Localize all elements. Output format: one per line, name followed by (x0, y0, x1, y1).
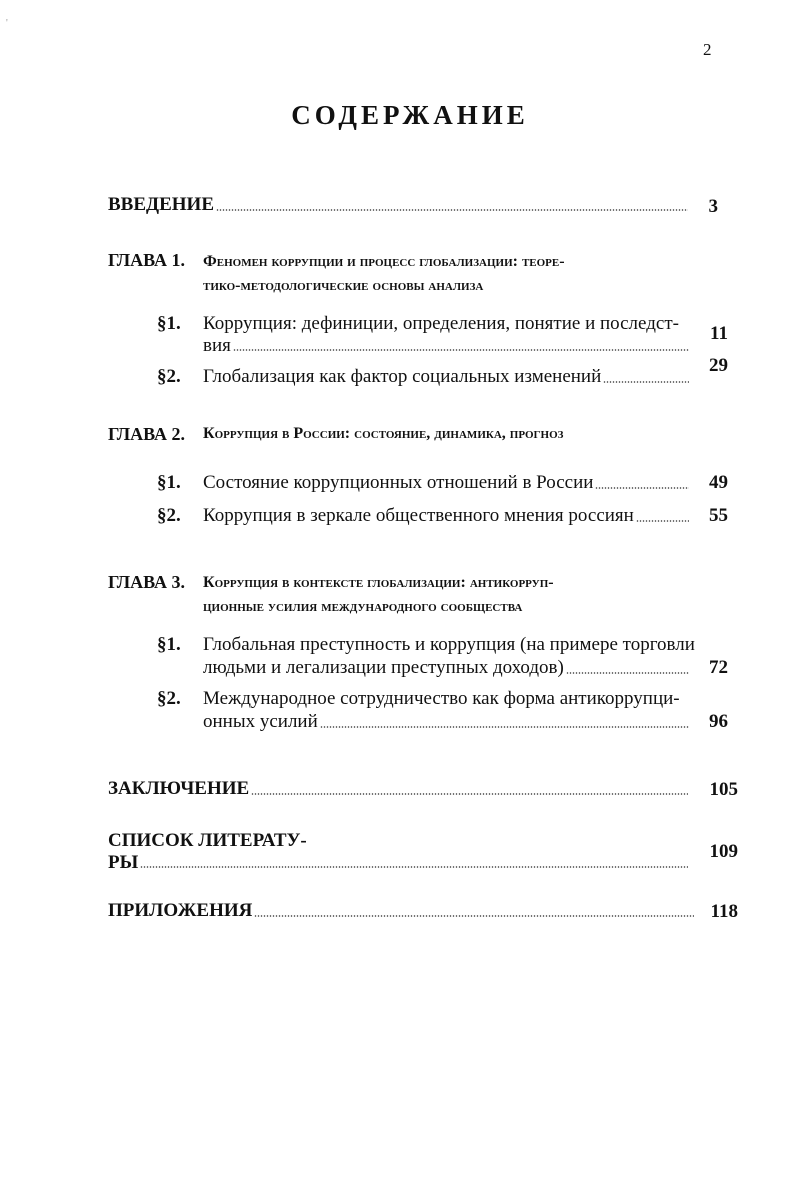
toc-entry-ch1-s2[interactable]: Глобализация как фактор социальных изменений (203, 366, 691, 388)
dot-leader (320, 725, 689, 729)
toc-entry-ch1-s1[interactable]: Коррупция: дефиниции, определения, понятие и последст- вия (203, 312, 691, 356)
scan-mark: ' (6, 18, 8, 29)
dot-leader (603, 380, 689, 384)
entry-page-number: 105 (709, 779, 738, 800)
entry-page-number: 72 (709, 657, 728, 678)
dot-leader (251, 792, 688, 796)
toc-entry-introduction[interactable] (108, 194, 690, 216)
section-number: §1. (157, 634, 181, 655)
entry-page-number: 3 (708, 196, 718, 217)
section-number: §1. (157, 313, 181, 334)
entry-label: ВВЕДЕНИЕ (108, 194, 214, 215)
chapter-3-title[interactable]: Коррупция в контексте глобализации: антикорруп- ционные усилия международного сообщества (203, 574, 554, 615)
dot-leader (216, 208, 688, 212)
chapter-2-title[interactable]: Коррупция в России: состояние, динамика, прогноз (203, 425, 564, 442)
dot-leader (140, 865, 688, 869)
toc-entry-bibliography[interactable]: СПИСОК ЛИТЕРАТУ- РЫ (108, 829, 690, 873)
entry-page-number: 55 (709, 505, 728, 526)
toc-entry-ch3-s2[interactable]: Международное сотрудничество как форма антикоррупци- онных усилий (203, 687, 691, 733)
chapter-2-label: ГЛАВА 2. (108, 424, 186, 444)
entry-page-number: 49 (709, 472, 728, 493)
entry-page-number: 29 (709, 355, 728, 376)
section-number: §2. (157, 366, 181, 387)
entry-page-number: 11 (710, 323, 728, 344)
section-number: §2. (157, 505, 181, 526)
section-number: §1. (157, 472, 181, 493)
dot-leader (254, 914, 694, 918)
toc-entry-ch2-s2[interactable]: Коррупция в зеркале общественного мнения россиян (203, 505, 691, 527)
page-number: 2 (703, 40, 712, 59)
toc-entry-conclusion[interactable]: ЗАКЛЮЧЕНИЕ (108, 778, 690, 800)
chapter-1-label: ГЛАВА 1. (108, 250, 186, 270)
page-title: СОДЕРЖАНИЕ (291, 100, 529, 130)
dot-leader (233, 348, 689, 352)
chapter-1-title[interactable]: Феномен коррупции и процесс глобализации: теоре- тико-методологические основы анализа (203, 253, 565, 294)
chapter-3-label: ГЛАВА 3. (108, 572, 186, 592)
entry-page-number: 118 (710, 901, 738, 922)
toc-entry-appendices[interactable]: ПРИЛОЖЕНИЯ (108, 900, 696, 922)
toc-entry-ch3-s1[interactable]: Глобальная преступность и коррупция (на примере торговли людьми и легализации преступных доходов) (203, 634, 695, 678)
entry-page-number: 96 (709, 711, 728, 732)
entry-page-number: 109 (709, 841, 738, 862)
section-number: §2. (157, 688, 181, 709)
toc-entry-ch2-s1[interactable]: Состояние коррупционных отношений в России (203, 472, 691, 494)
